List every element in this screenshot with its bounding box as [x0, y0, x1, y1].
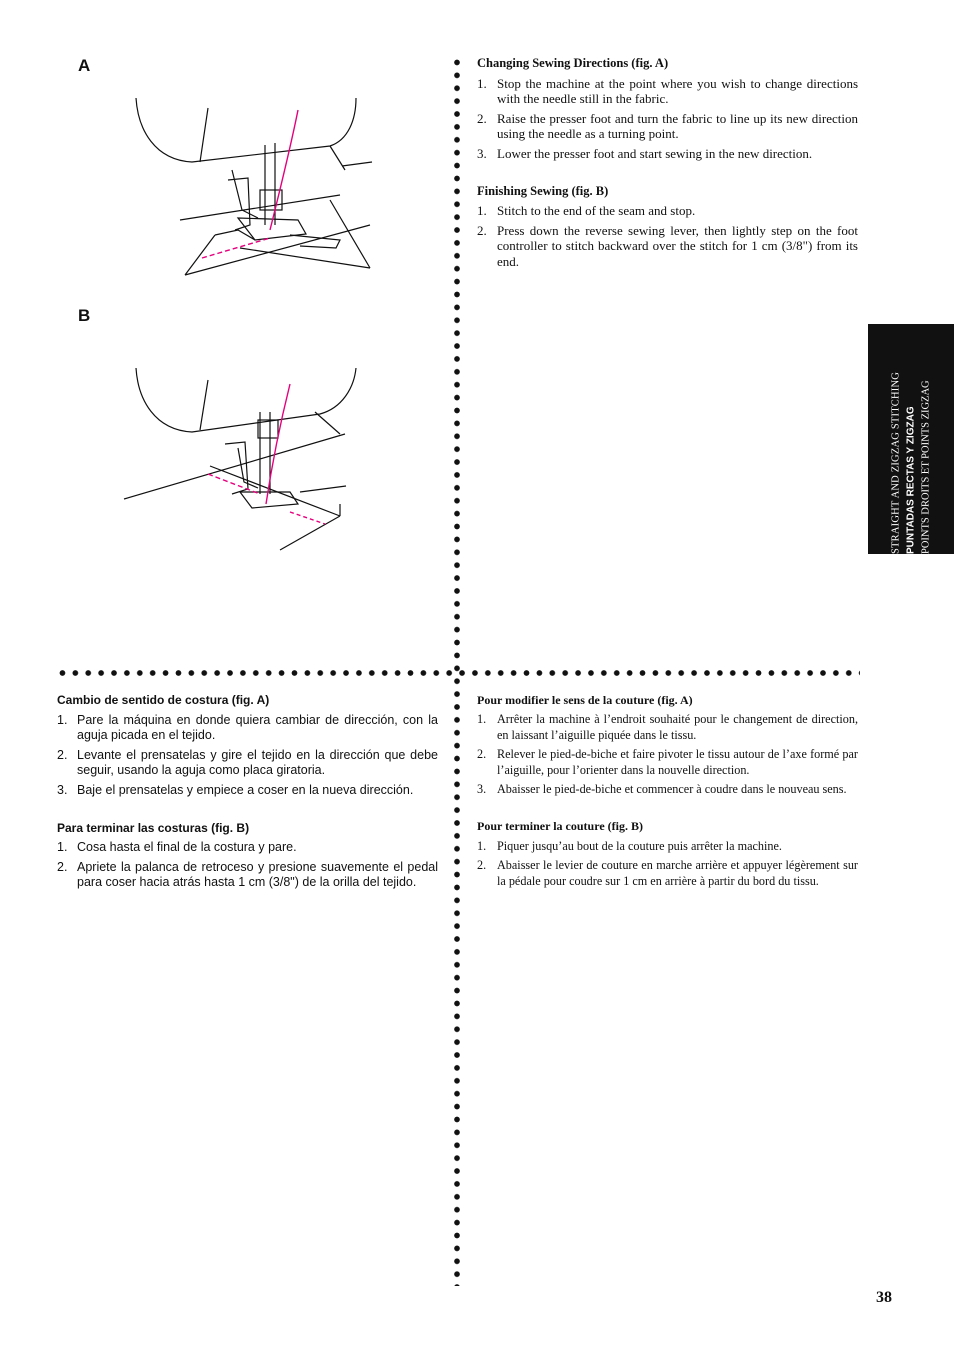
side-tab-spanish: PUNTADAS RECTAS Y ZIGZAG	[905, 406, 917, 554]
english-changing-title: Changing Sewing Directions (fig. A)	[477, 56, 669, 70]
french-instructions	[477, 693, 858, 893]
list-item: 3. Baje el prensatelas y empiece a coser en la nueva dirección.	[57, 782, 414, 797]
chapter-side-tab	[868, 324, 954, 554]
french-changing-title: Pour modifier le sens de la couture (fig. A)	[477, 693, 693, 707]
english-instructions	[477, 56, 858, 274]
list-item: 2. Levante el prensatelas y gire el tejido en la dirección que debe seguir, usando la aguja como placa giratoria.	[57, 747, 438, 778]
french-finishing-title: Pour terminer la couture (fig. B)	[477, 819, 643, 834]
list-item: 1. Pare la máquina en donde quiera cambiar de dirección, con la aguja picada en el tejido.	[57, 712, 438, 743]
list-item: 2. Abaisser le levier de couture en marche arrière et appuyer légèrement sur la pédale pour coudre sur 1 cm en arrière à partir du bord du tissu.	[477, 858, 858, 888]
side-tab-english: STRAIGHT AND ZIGZAG STITCHING	[890, 371, 902, 554]
side-tab-french: POINTS DROITS ET POINTS ZIGZAG	[920, 380, 932, 554]
list-item: 2. Apriete la palanca de retroceso y presione suavemente el pedal para coser hacia atrás hasta 1 cm (3/8") de la orilla del tejido.	[57, 859, 438, 890]
english-finishing-list	[477, 203, 858, 269]
english-changing-list	[477, 76, 858, 162]
page-number: 38	[876, 1289, 892, 1306]
horizontal-dotted-divider	[56, 670, 860, 676]
figure-b-label: B	[78, 306, 91, 325]
list-item: 1. Arrêter la machine à l’endroit souhaité pour le changement de direction, en laissant l’aiguille piquée dans le tissu.	[477, 712, 858, 742]
figure-a-label: A	[78, 56, 91, 75]
list-item: 1. Stop the machine at the point where you wish to change directions with the needle still in the fabric.	[477, 75, 858, 107]
english-finishing-title: Finishing Sewing (fig. B)	[477, 183, 609, 198]
figure-a-illustration	[120, 90, 390, 280]
list-item: 2. Relever le pied-de-biche et faire pivoter le tissu autour de l’axe formé par l’aiguille, pour l’orienter dans la nouvelle direction.	[477, 747, 858, 777]
figure-b-illustration	[120, 364, 360, 554]
list-item: 3. Lower the presser foot and start sewing in the new direction.	[477, 145, 813, 161]
list-item: 2. Raise the presser foot and turn the fabric to line up its new direction using the needle as a turning point.	[477, 110, 858, 142]
list-item: 1. Cosa hasta el final de la costura y pare.	[57, 840, 297, 855]
spanish-finishing-title: Para terminar las costuras (fig. B)	[57, 820, 250, 835]
spanish-changing-list	[57, 713, 438, 799]
french-finishing-list	[477, 839, 858, 889]
list-item: 1. Piquer jusqu’au bout de la couture puis arrêter la machine.	[477, 838, 782, 853]
spanish-finishing-list	[57, 840, 438, 891]
list-item: 2. Press down the reverse sewing lever, then lightly step on the foot controller to stitch backward over the stitch for 1 cm (3/8") from its end.	[477, 222, 858, 269]
list-item: 1. Stitch to the end of the seam and stop.	[477, 203, 696, 219]
spanish-instructions	[57, 693, 438, 895]
list-item: 3. Abaisser le pied-de-biche et commencer à coudre dans le nouveau sens.	[477, 782, 847, 797]
spanish-changing-title: Cambio de sentido de costura (fig. A)	[57, 693, 270, 707]
french-changing-list	[477, 712, 858, 797]
